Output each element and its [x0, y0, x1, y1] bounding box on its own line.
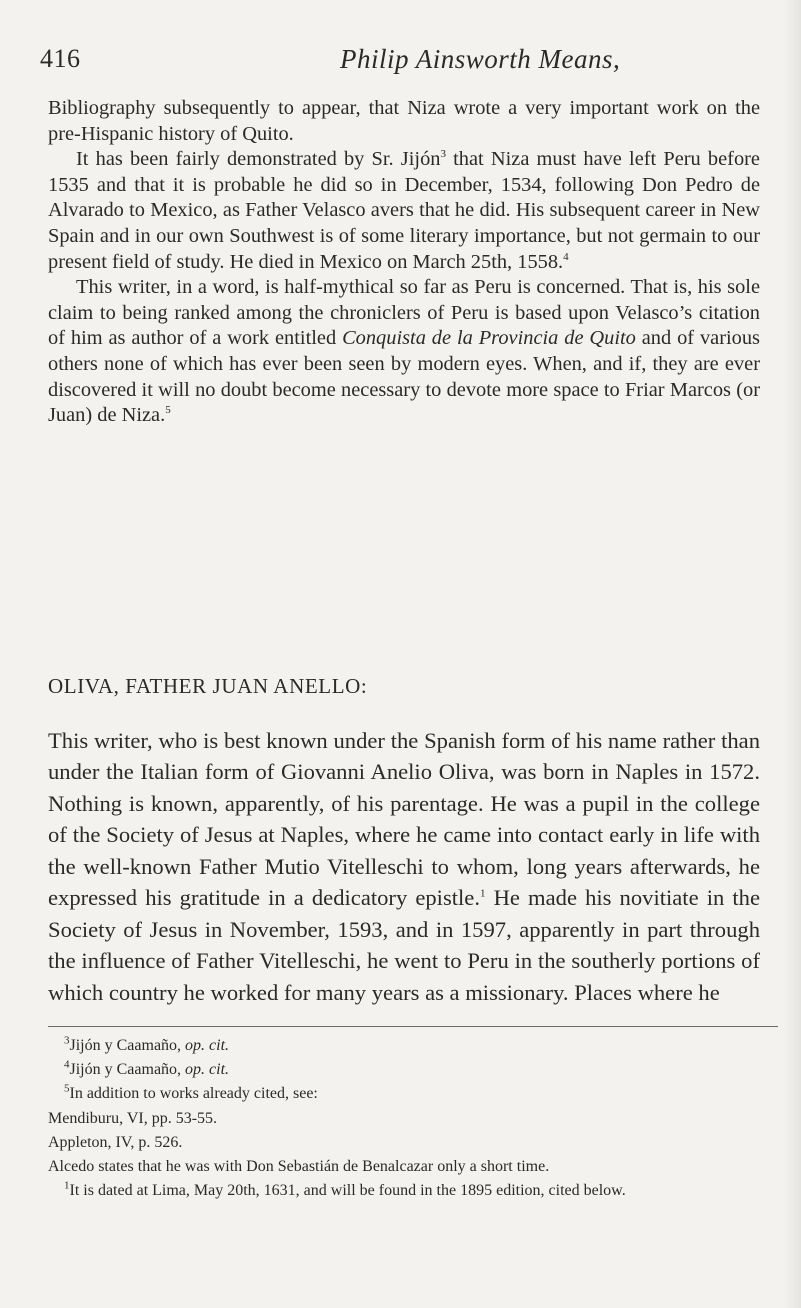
section-heading: OLIVA, FATHER JUAN ANELLO:: [48, 674, 368, 698]
footnote-divider: [48, 1026, 778, 1027]
footnote-ref-1: 1: [479, 887, 486, 900]
footnote-5-ref-mendiburu: Mendiburu, VI, pp. 53-55.: [48, 1109, 218, 1127]
section-oliva: [48, 671, 760, 1008]
footnote-4: $^4$Jijón y Caamaño, op. cit.: [64, 1058, 230, 1079]
page-number: 416: [40, 44, 81, 73]
footnotes: [48, 1034, 778, 1203]
paragraph-niza-departure: It has been fairly demonstrated by Sr. Jijón$^3$ that Niza must have left Peru before 1535 and that it is probable he did so in December, 1534, following Don Pedro de Alvarado to Mexico, as Father Velasco avers that he did. His subsequent career in New Spain and in our own Southwest is of some literary importance, but not germain to our present field of study. He died in Mexico on March 25th, 1558.$^4$: [48, 148, 760, 273]
running-head: Philip Ainsworth Means,: [340, 44, 621, 74]
footnote-5-ref-alcedo: Alcedo states that he was with Don Sebastián de Benalcazar only a short time.: [48, 1158, 550, 1176]
paragraph-continuation: Bibliography subsequently to appear, that Niza wrote a very important work on the pre-Hispanic history of Quito.: [48, 97, 760, 145]
footnote-ref-3: 3: [440, 148, 446, 161]
paragraph-oliva-bio: This writer, who is best known under the Spanish form of his name rather than under the Italian form of Giovanni Anelio Oliva, was born in Naples in 1572. Nothing is known, apparently, of his parentage. He was a pupil in the college of the Society of Jesus at Naples, where he came into contact early in life with the well-known Father Mutio Vitelleschi to whom, long years afterwards, he expressed his gratitude in a dedicatory epistle.$^1$ He made his novitiate in the Society of Jesus in November, 1593, and in 1597, apparently in part through the influence of Father Vitelleschi, he went to Peru in the southerly portions of which country he worked for many years as a missionary. Places where he: [48, 727, 760, 1005]
footnote-1: $^1$It is dated at Lima, May 20th, 1631, and will be found in the 1895 edition, cited below.: [64, 1179, 626, 1200]
footnote-3: $^3$Jijón y Caamaño, op. cit.: [64, 1034, 230, 1054]
footnote-5-ref-appleton: Appleton, IV, p. 526.: [48, 1133, 183, 1151]
page-header: [40, 44, 760, 84]
footnote-ref-4: 4: [563, 250, 569, 263]
footnote-ref-5: 5: [165, 404, 171, 417]
work-title: Conquista de la Provincia de Quito: [342, 327, 636, 350]
page-edge-shadow: [783, 0, 801, 1308]
footnote-5: $^5$In addition to works already cited, see:: [64, 1083, 318, 1103]
paragraph-half-mythical: This writer, in a word, is half-mythical so far as Peru is concerned. That is, his sole claim to being ranked among the chroniclers of Peru is based upon Velasco’s citation of him as author of a work entitled Conquista de la Provincia de Quito and of various others none of which has ever been seen by modern eyes. When, and if, they are ever discovered it will no doubt become necessary to devote more space to Friar Marcos (or Juan) de Niza.$^5$: [48, 276, 760, 427]
continued-text: [48, 96, 760, 429]
